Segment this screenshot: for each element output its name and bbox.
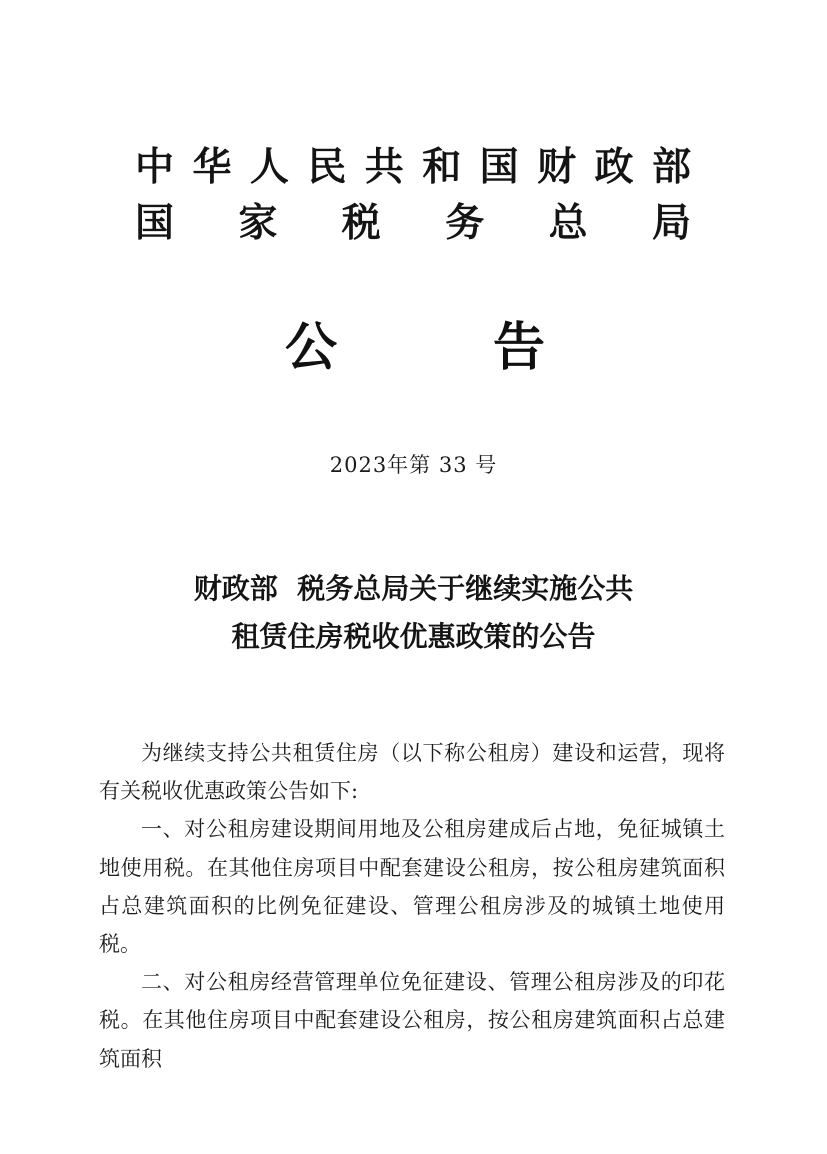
announcement-body [99, 734, 725, 1078]
body-paragraph-item-1: 一、对公租房建设期间用地及公租房建成后占地，免征城镇土地使用税。在其他住房项目中配套建设公租房，按公租房建筑面积占总建筑面积的比例免征建设、管理公租房涉及的城镇土地使用税。 [99, 817, 725, 957]
issuer-state-taxation-administration: 国家税务总局 [135, 200, 691, 246]
body-paragraph-item-2: 二、对公租房经营管理单位免征建设、管理公租房涉及的印花税。在其他住房项目中配套建设公租房，按公租房建筑面积占总建筑面积 [99, 970, 725, 1071]
issuer-ministry-of-finance: 中华人民共和国财政部 [135, 144, 691, 190]
announcement-title-line-2: 租赁住房税收优惠政策的公告 [231, 620, 596, 653]
announcement-title-line-1: 财政部 税务总局关于继续实施公共 [193, 572, 634, 605]
document-number: 2023年第 33 号 [329, 453, 498, 477]
body-paragraph-intro: 为继续支持公共租赁住房（以下称公租房）建设和运营，现将有关税收优惠政策公告如下: [99, 741, 725, 804]
document-type-heading: 公告 [285, 317, 545, 378]
